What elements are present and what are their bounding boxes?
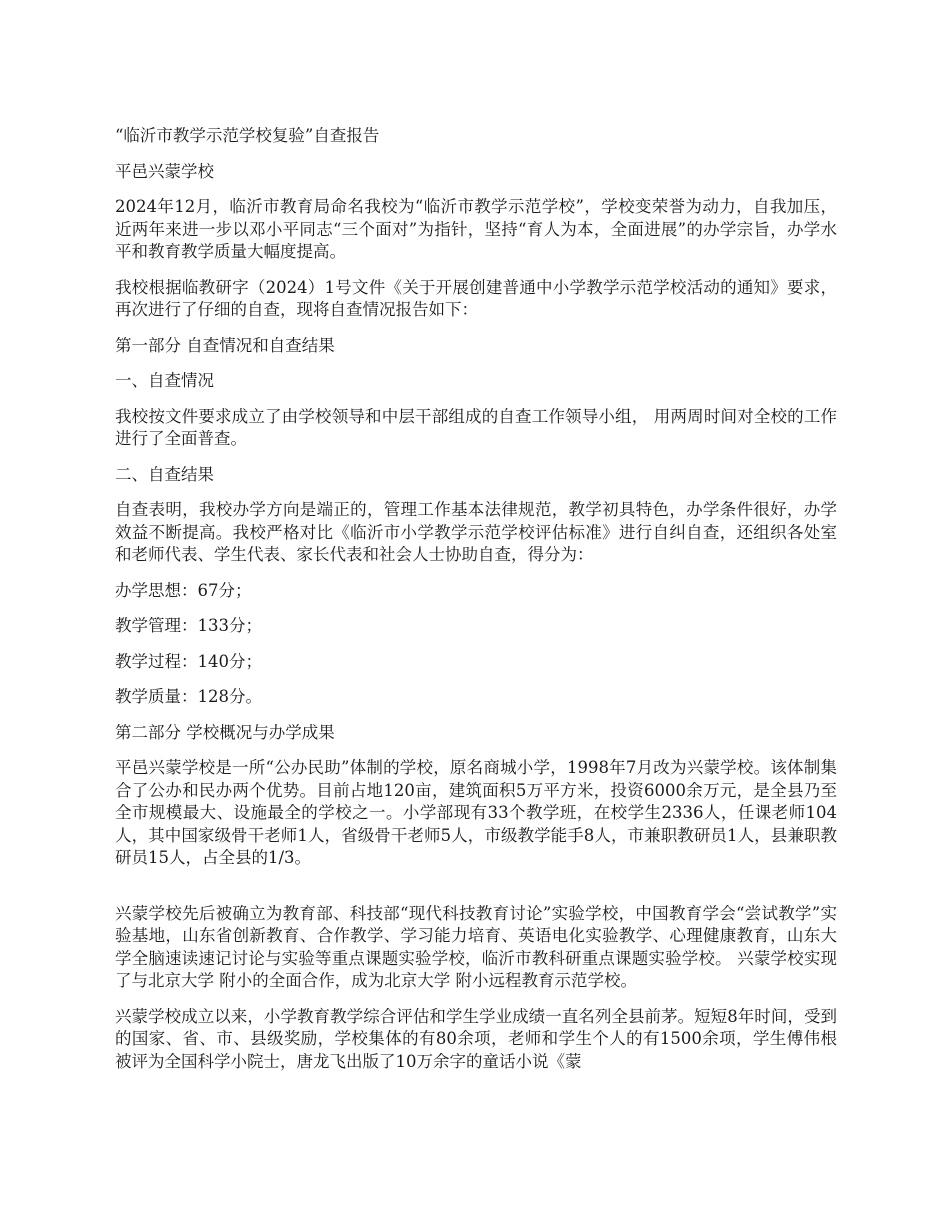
paragraph-experimental-school: 兴蒙学校先后被确立为教育部、科技部“现代科技教育讨论”实验学校，中国教育学会“尝试教学”实验基地，山东省创新教育、合作教学、学习能力培育、英语电化实验教学、心理健康教育，山东大学全脑速读速记讨论与实验等重点课题实验学校，临沂市教科研重点课题实验学校。 兴蒙学校实现了与北京大学 附小的全面合作，成为北京大学 附小远程教育示范学校。 [115,903,837,990]
score-quality: 教学质量：128分。 [115,687,262,706]
paragraph-intro: 2024年12月，临沂市教育局命名我校为“临沂市教学示范学校”，学校变荣誉为动力，自我加压，近两年来进一步以邓小平同志“三个面对”为指针，坚持“育人为本，全面进展”的办学宗旨，办学水平和教育教学质量大幅度提高。 [115,197,837,261]
score-philosophy: 办学思想：67分； [115,580,252,600]
paragraph-self-check-situation: 我校按文件要求成立了由学校领导和中层干部组成的自查工作领导小组， 用两周时间对全校的工作进行了全面普查。 [115,406,837,448]
subheading-self-check-situation: 一、自查情况 [115,371,214,390]
section-heading-part-one: 第一部分 自查情况和自查结果 [115,335,335,355]
document-body [115,125,837,1086]
paragraph-self-check-result: 自查表明，我校办学方向是端正的，管理工作基本法律规范，教学初具特色，办学条件很好，办学效益不断提高。我校严格对比《临沂市小学教学示范学校评估标准》进行自纠自查，还组织各处室和老师代表、学生代表、家长代表和社会人士协助自查，得分为： [115,500,837,564]
report-title: “临沂市教学示范学校复验”自查报告 [115,126,380,145]
paragraph-achievements: 兴蒙学校成立以来，小学教育教学综合评估和学生学业成绩一直名列全县前茅。短短8年时间，受到的国家、省、市、县级奖励，学校集体的有80余项，老师和学生个人的有1500余项，学生傅伟根被评为全国科学小院士，唐龙飞出版了10万余字的童话小说《蒙 [115,1006,837,1071]
subheading-self-check-result: 二、自查结果 [115,464,214,484]
paragraph-basis: 我校根据临教研字（2024）1号文件《关于开展创建普通中小学教学示范学校活动的通知》要求，再次进行了仔细的自查，现将自查情况报告如下： [115,277,837,319]
score-management: 教学管理：133分； [115,616,262,635]
section-heading-part-two: 第二部分 学校概况与办学成果 [115,722,335,742]
school-name: 平邑兴蒙学校 [115,161,214,181]
score-process: 教学过程：140分； [115,651,262,671]
paragraph-school-overview: 平邑兴蒙学校是一所“公办民助”体制的学校，原名商城小学，1998年7月改为兴蒙学校。该体制集合了公办和民办两个优势。目前占地120亩，建筑面积5万平方米，投资6000余万元，是全县乃至全市规模最大、设施最全的学校之一。小学部现有33个教学班，在校学生2336人，任课老师104人，其中国家级骨干老师1人，省级骨干老师5人，市级教学能手8人，市兼职教研员1人，县兼职教研员15人，占全县的1/3。 [115,758,837,867]
